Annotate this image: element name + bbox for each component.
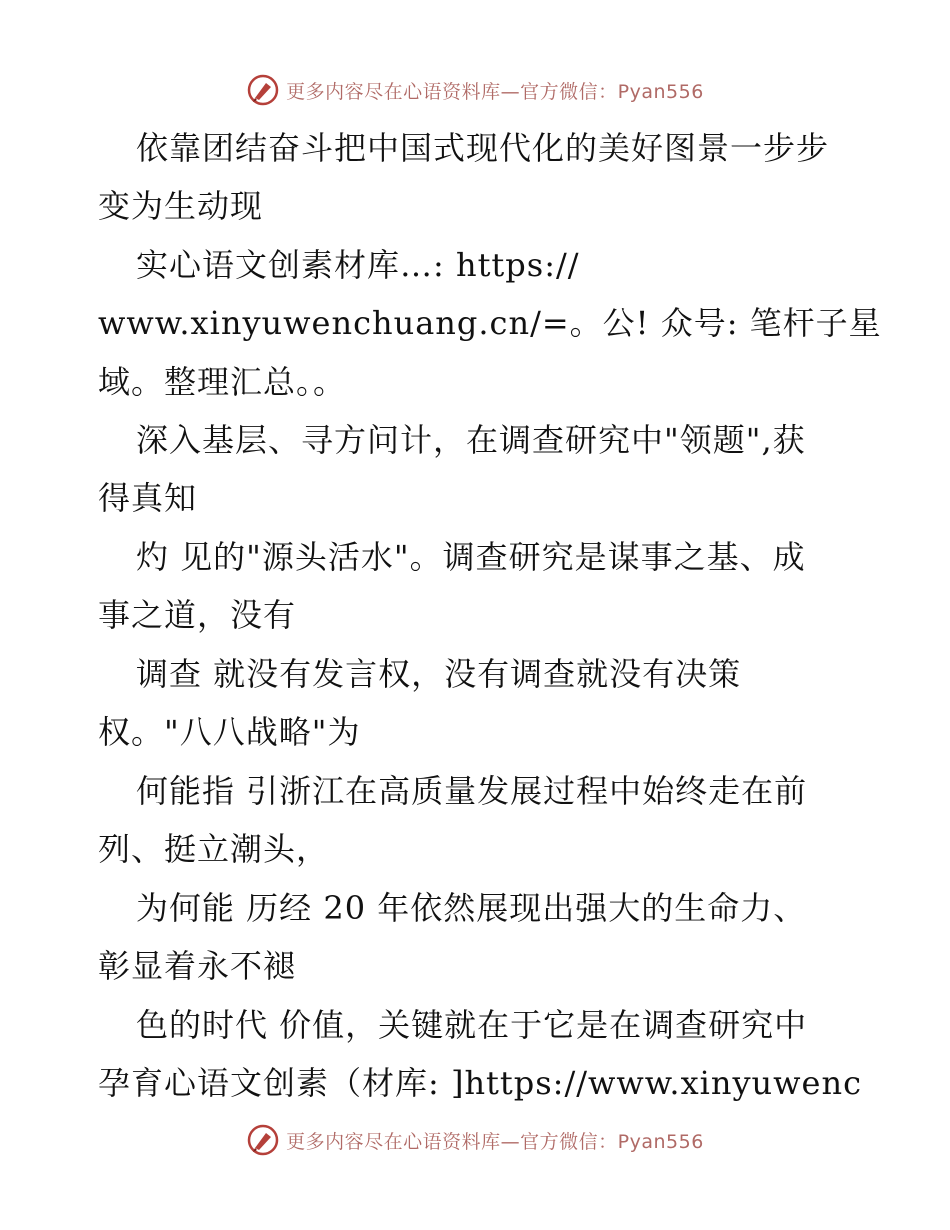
text-line: 得真知 [98, 479, 198, 517]
text-line: 域。整理汇总。。 [98, 363, 347, 401]
banner-text: 更多内容尽在心语资料库—官方微信：Pyan556 [286, 80, 704, 103]
text-line: 列、挺立潮头， [98, 830, 330, 868]
pen-nib-logo-icon [246, 1123, 280, 1157]
footer-banner [0, 1120, 950, 1160]
text-line: 深入基层、寻方问计，在调查研究中"领题",获 [136, 421, 806, 459]
text-line: 色的时代 价值，关键就在于它是在调查研究中 [136, 1006, 808, 1044]
text-line: 实心语文创素材库…: https:// [136, 246, 580, 284]
text-line: 变为生动现 [98, 187, 264, 225]
text-line: 依靠团结奋斗把中国式现代化的美好图景一步步 [136, 129, 830, 167]
text-line: 为何能 历经 20 年依然展现出强大的生命力、 [136, 889, 807, 927]
text-line: 彰显着永不褪 [98, 947, 297, 985]
text-line: www.xinyuwenchuang.cn/=。公! 众号: 笔杆子星 [98, 304, 882, 342]
text-line: 何能指 引浙江在高质量发展过程中始终走在前 [136, 772, 808, 810]
text-line: 事之道，没有 [98, 596, 297, 634]
text-line: 灼 见的"源头活水"。调查研究是谋事之基、成 [136, 538, 806, 576]
text-line: 权。"八八战略"为 [98, 713, 361, 751]
text-line: 孕育心语文创素（材库: ]https://www.xinyuwenc [98, 1064, 863, 1102]
text-line: 调查 就没有发言权，没有调查就没有决策 [136, 655, 742, 693]
banner-text: 更多内容尽在心语资料库—官方微信：Pyan556 [286, 1130, 704, 1153]
